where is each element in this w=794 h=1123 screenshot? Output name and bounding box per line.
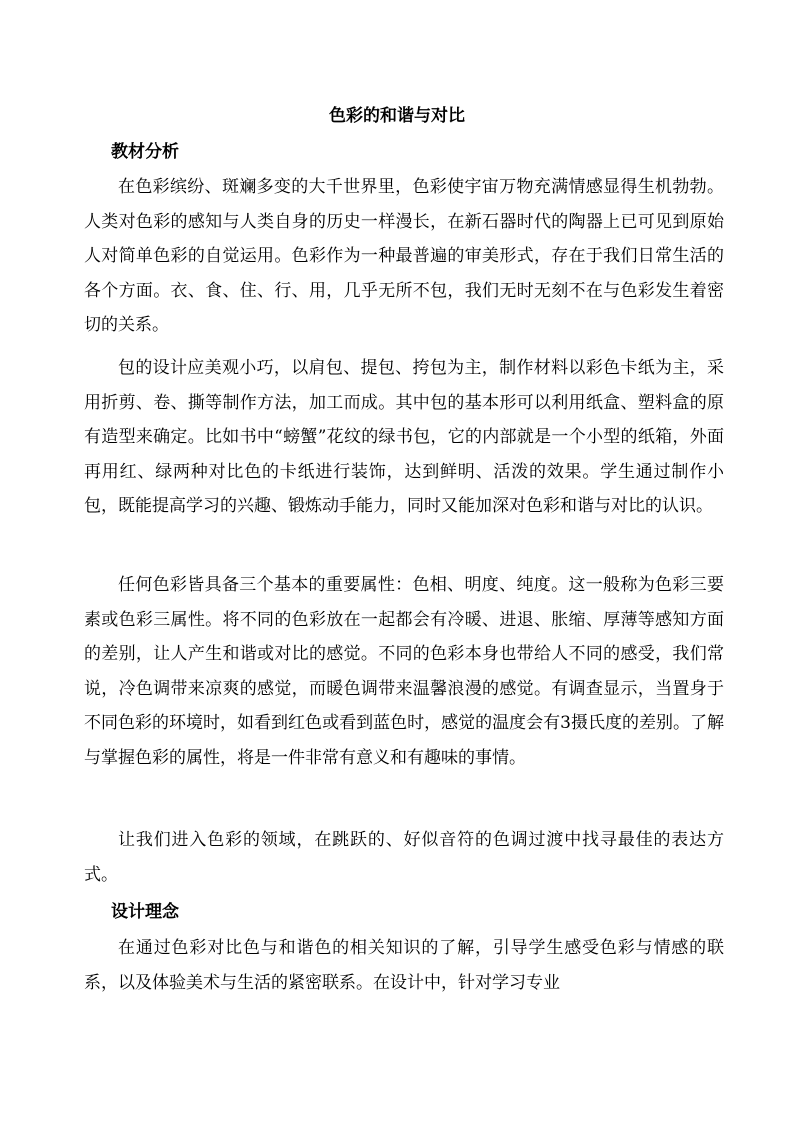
paragraph-color-attributes: 任何色彩皆具备三个基本的重要属性：色相、明度、纯度。这一般称为色彩三要素或色彩三属性。将不同的色彩放在一起都会有冷暖、进退、胀缩、厚薄等感知方面的差别，让人产生和谐或对比的感觉。不同的色彩本身也带给人不同的感受，我们常说，冷色调带来凉爽的感觉，而暖色调带来温馨浪漫的感觉。有调查显示，当置身于不同色彩的环境时，如看到红色或看到蓝色时，感觉的温度会有3摄氏度的差别。了解与掌握色彩的属性，将是一件非常有意义和有趣味的事情。 (84, 575, 724, 768)
paragraph-enter-color-field: 让我们进入色彩的领域，在跳跃的、好似音符的色调过渡中找寻最佳的表达方式。 (84, 830, 724, 885)
section-heading-design-concept: 设计理念 (111, 902, 179, 922)
paragraph-color-world: 在色彩缤纷、斑斓多变的大千世界里，色彩使宇宙万物充满情感显得生机勃勃。人类对色彩的感知与人类自身的历史一样漫长，在新石器时代的陶器上已可见到原始人对简单色彩的自觉运用。色彩作为一种最普遍的审美形式，存在于我们日常生活的各个方面。衣、食、住、行、用，几乎无所不包，我们无时无刻不在与色彩发生着密切的关系。 (84, 177, 724, 335)
paragraph-design-concept: 在通过色彩对比色与和谐色的相关知识的了解，引导学生感受色彩与情感的联系，以及体验美术与生活的紧密联系。在设计中，针对学习专业 (84, 938, 724, 993)
document-title: 色彩的和谐与对比 (329, 106, 465, 126)
section-heading-teaching-analysis: 教材分析 (111, 142, 179, 162)
paragraph-bag-design: 包的设计应美观小巧，以肩包、提包、挎包为主，制作材料以彩色卡纸为主，采用折剪、卷、撕等制作方法，加工而成。其中包的基本形可以利用纸盒、塑料盒的原有造型来确定。比如书中“螃蟹”花纹的绿书包，它的内部就是一个小型的纸箱，外面再用红、绿两种对比色的卡纸进行装饰，达到鲜明、活泼的效果。学生通过制作小包，既能提高学习的兴趣、锻炼动手能力，同时又能加深对色彩和谐与对比的认识。 (84, 358, 724, 516)
